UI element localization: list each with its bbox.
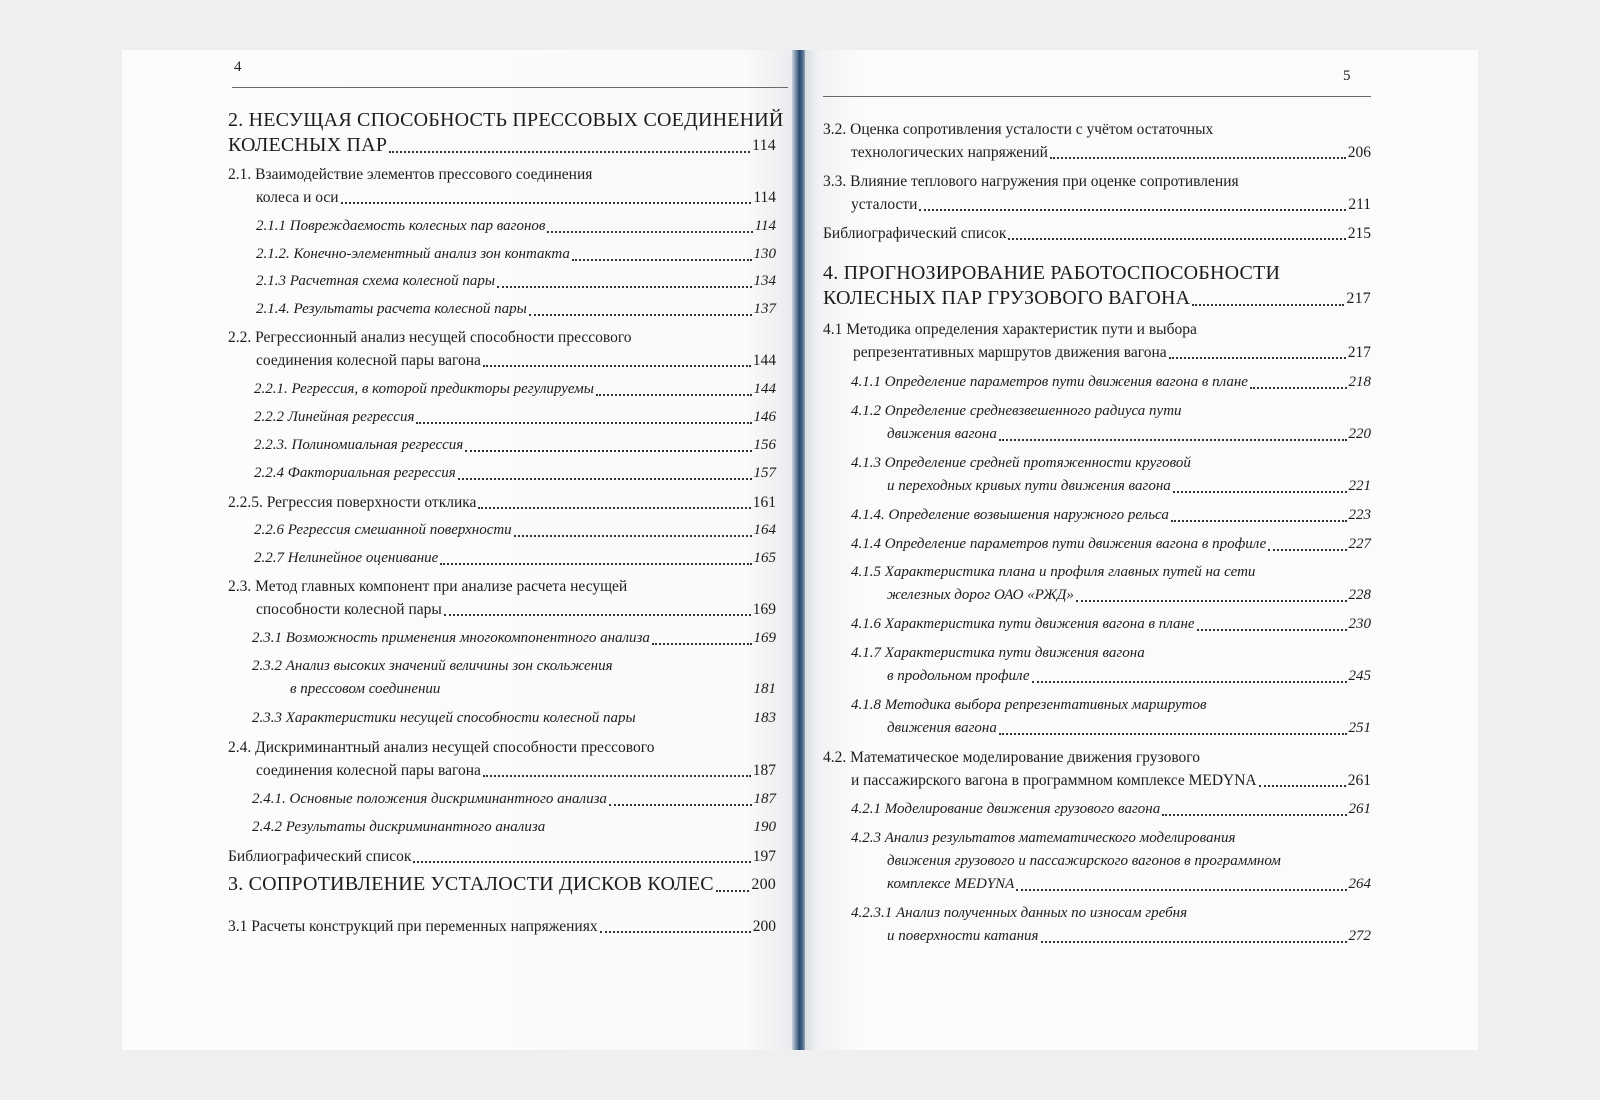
toc-entry-title-line: 2.2.1. Регрессия, в которой предикторы регулируемы xyxy=(254,381,594,397)
toc-entry xyxy=(823,452,1371,498)
toc-entry-title-line: 2.2.2 Линейная регрессия xyxy=(254,409,415,425)
toc-entry xyxy=(228,298,776,321)
header-rule-left xyxy=(232,87,788,88)
toc-entry xyxy=(823,902,1371,948)
toc-page-number: 164 xyxy=(753,522,776,538)
toc-entry-title-line: 2.4. Дискриминантный анализ несущей способности прессового xyxy=(228,739,655,756)
toc-entry xyxy=(823,371,1371,394)
toc-entry xyxy=(228,575,776,621)
toc-entry-title-line: КОЛЕСНЫХ ПАР xyxy=(228,134,388,156)
toc-entry xyxy=(228,243,776,266)
toc-entry-title-line: и переходных кривых пути движения вагона xyxy=(887,478,1171,494)
toc-page-number: 197 xyxy=(752,848,776,865)
toc-page-number: 181 xyxy=(753,681,776,697)
dot-leader xyxy=(413,861,750,863)
dot-leader xyxy=(341,202,752,204)
toc-entry xyxy=(228,872,776,897)
dot-leader xyxy=(572,259,752,261)
toc-page-number: 161 xyxy=(752,494,776,511)
toc-entry-title-line: соединения колесной пары вагона xyxy=(256,352,481,369)
toc-page-number: 261 xyxy=(1348,801,1371,817)
toc-entry-title-line: 2.1.1 Повреждаемость колесных пар вагонов xyxy=(256,218,546,234)
toc-entry-title-line: 2.2.6 Регрессия смешанной поверхности xyxy=(254,522,512,538)
toc-page-number: 230 xyxy=(1348,616,1371,632)
toc-entry-title-line: 4.1.4 Определение параметров пути движения вагона в профиле xyxy=(851,536,1267,552)
toc-entry-title-line: в прессовом соединении xyxy=(290,681,441,697)
toc-entry-title-line: усталости xyxy=(851,196,918,213)
toc-entry xyxy=(823,798,1371,821)
toc-page-number: 144 xyxy=(752,352,776,369)
toc-entry xyxy=(228,108,784,158)
toc-page-number: 217 xyxy=(1346,290,1371,307)
toc-entry-title-line: 4. ПРОГНОЗИРОВАНИЕ РАБОТОСПОСОБНОСТИ xyxy=(823,262,1281,284)
toc-page-number: 272 xyxy=(1348,928,1371,944)
toc-page-number: 114 xyxy=(754,218,776,234)
toc-page-number: 165 xyxy=(753,550,776,566)
toc-entry xyxy=(228,326,776,372)
dot-leader xyxy=(529,314,752,316)
toc-entry-title-line: 3. СОПРОТИВЛЕНИЕ УСТАЛОСТИ ДИСКОВ КОЛЕС xyxy=(228,873,714,895)
toc-entry xyxy=(823,533,1371,556)
toc-page-number: 146 xyxy=(753,409,776,425)
toc-entry xyxy=(228,547,776,570)
dot-leader xyxy=(1050,157,1346,159)
toc-page-number: 169 xyxy=(753,630,776,646)
toc-page-number: 215 xyxy=(1347,225,1371,242)
toc-page-number: 114 xyxy=(751,137,776,154)
toc-entry-title-line: комплексе MEDYNA xyxy=(887,876,1015,892)
toc-entry xyxy=(823,318,1371,364)
toc-page-number: 264 xyxy=(1348,876,1371,892)
toc-entry-title-line: 2.1. Взаимодействие элементов прессового соединения xyxy=(228,166,593,183)
toc-entry xyxy=(823,170,1371,216)
toc-entry-title-line: 4.1.4. Определение возвышения наружного рельса xyxy=(851,507,1169,523)
toc-entry xyxy=(228,788,776,811)
toc-entry-title-line: движения вагона xyxy=(887,426,997,442)
toc-entry-title-line: 2.4.2 Результаты дискриминантного анализа xyxy=(252,819,546,835)
toc-entry-title-line: 4.1.3 Определение средней протяженности круговой xyxy=(851,455,1191,471)
toc-page-number: 218 xyxy=(1348,374,1371,390)
toc-entry xyxy=(823,827,1371,896)
toc-page-number: 187 xyxy=(753,791,776,807)
toc-entry-title-line: 2.4.1. Основные положения дискриминантного анализа xyxy=(252,791,607,807)
dot-leader xyxy=(1192,304,1344,306)
toc-entry xyxy=(228,378,776,401)
toc-entry xyxy=(228,270,776,293)
toc-entry-title-line: 4.1.1 Определение параметров пути движения вагона в плане xyxy=(851,374,1248,390)
toc-entry xyxy=(228,406,776,429)
dot-leader xyxy=(389,151,750,153)
toc-entry xyxy=(228,845,776,868)
dot-leader xyxy=(999,439,1347,441)
toc-entry-title-line: соединения колесной пары вагона xyxy=(256,762,481,779)
toc-entry-title-line: способности колесной пары xyxy=(256,601,442,618)
toc-entry xyxy=(823,613,1371,636)
toc-page-number: 228 xyxy=(1348,587,1371,603)
toc-entry-title-line: колеса и оси xyxy=(256,189,339,206)
dot-leader xyxy=(600,931,751,933)
toc-left xyxy=(228,108,784,988)
toc-entry xyxy=(823,642,1371,688)
dot-leader xyxy=(497,286,751,288)
toc-page-number: 134 xyxy=(753,273,776,289)
toc-entry-title-line: 4.2.1 Моделирование движения грузового вагона xyxy=(851,801,1161,817)
toc-entry xyxy=(823,504,1371,527)
toc-entry-title-line: железных дорог ОАО «РЖД» xyxy=(887,587,1074,603)
toc-entry-title-line: 2.3.2 Анализ высоких значений величины зон скольжения xyxy=(252,658,613,674)
toc-entry xyxy=(228,163,776,209)
toc-page-number: 187 xyxy=(752,762,776,779)
toc-entry-title-line: 4.1.5 Характеристика плана и профиля главных путей на сети xyxy=(851,564,1256,580)
dot-leader xyxy=(1259,785,1346,787)
toc-page-number: 245 xyxy=(1348,668,1371,684)
toc-page-number: 220 xyxy=(1348,426,1371,442)
toc-entry-title-line: 4.2. Математическое моделирование движения грузового xyxy=(823,749,1201,766)
toc-page-number: 261 xyxy=(1347,772,1371,789)
toc-page-number: 114 xyxy=(753,189,776,206)
dot-leader xyxy=(1076,600,1347,602)
dot-leader xyxy=(547,231,752,233)
dot-leader xyxy=(514,535,752,537)
right-page xyxy=(805,50,1478,1050)
toc-page-number: 156 xyxy=(753,437,776,453)
toc-entry-title-line: 2.1.4. Результаты расчета колесной пары xyxy=(256,301,527,317)
toc-entry-title-line: 2.3. Метод главных компонент при анализе расчета несущей xyxy=(228,578,628,595)
toc-page-number: 183 xyxy=(753,710,776,726)
dot-leader xyxy=(1162,814,1346,816)
toc-entry xyxy=(228,434,776,457)
toc-page-number: 130 xyxy=(753,246,776,262)
toc-entry-title-line: движения грузового и пассажирского вагонов в программном xyxy=(887,853,1281,869)
dot-leader xyxy=(483,775,751,777)
toc-entry xyxy=(823,261,1371,311)
dot-leader xyxy=(465,450,751,452)
toc-page-number: 211 xyxy=(1348,196,1371,213)
toc-page-number: 206 xyxy=(1347,144,1371,161)
toc-right xyxy=(823,118,1371,998)
toc-entry-title-line: 2.1.2. Конечно-элементный анализ зон контакта xyxy=(256,246,570,262)
toc-entry xyxy=(228,215,776,238)
toc-entry-title-line: 3.2. Оценка сопротивления усталости с учётом остаточных xyxy=(823,121,1214,138)
toc-page-number: 157 xyxy=(753,465,776,481)
dot-leader xyxy=(483,365,751,367)
header-rule-right xyxy=(823,96,1371,97)
toc-entry-title-line: 4.2.3 Анализ результатов математического моделирования xyxy=(851,830,1236,846)
dot-leader xyxy=(1041,941,1347,943)
toc-entry-title-line: 2.1.3 Расчетная схема колесной пары xyxy=(256,273,496,289)
toc-entry-title-line: 4.2.3.1 Анализ полученных данных по износам гребня xyxy=(851,905,1188,921)
toc-entry-title-line: 3.1 Расчеты конструкций при переменных напряжениях xyxy=(228,918,598,935)
toc-entry-title-line: 2.2. Регрессионный анализ несущей способности прессового xyxy=(228,329,632,346)
toc-entry xyxy=(823,400,1371,446)
dot-leader xyxy=(999,733,1347,735)
toc-entry-title-line: Библиографический список xyxy=(823,225,1007,242)
toc-page-number: 190 xyxy=(753,819,776,835)
dot-leader xyxy=(458,478,752,480)
toc-entry-title-line: 2.3.3 Характеристики несущей способности колесной пары xyxy=(252,710,636,726)
toc-entry xyxy=(823,694,1371,740)
toc-entry-title-line: и пассажирского вагона в программном комплексе MEDYNA xyxy=(851,772,1257,789)
dot-leader xyxy=(652,643,752,645)
page-number-right: 5 xyxy=(1343,68,1351,84)
dot-leader xyxy=(716,890,750,892)
toc-entry-title-line: 4.1.6 Характеристика пути движения вагона в плане xyxy=(851,616,1195,632)
toc-entry xyxy=(228,736,776,782)
book-gutter xyxy=(792,50,806,1050)
dot-leader xyxy=(1250,387,1347,389)
left-page xyxy=(122,50,800,1050)
toc-entry xyxy=(823,118,1371,164)
toc-page-number: 221 xyxy=(1348,478,1371,494)
toc-entry-title-line: 2.2.7 Нелинейное оценивание xyxy=(254,550,439,566)
toc-entry-title-line: технологических напряжений xyxy=(851,144,1048,161)
toc-entry-title-line: 2. НЕСУЩАЯ СПОСОБНОСТЬ ПРЕССОВЫХ СОЕДИНЕНИЙ xyxy=(228,109,784,131)
dot-leader xyxy=(1032,681,1347,683)
toc-entry-title-line: и поверхности катания xyxy=(887,928,1039,944)
dot-leader xyxy=(596,394,752,396)
toc-entry-title-line: 4.1.2 Определение средневзвешенного радиуса пути xyxy=(851,403,1182,419)
dot-leader xyxy=(919,209,1346,211)
toc-entry-title-line: 2.2.4 Факториальная регрессия xyxy=(254,465,456,481)
toc-page-number: 227 xyxy=(1348,536,1371,552)
dot-leader xyxy=(478,507,750,509)
toc-page-number: 200 xyxy=(751,876,776,893)
toc-entry-title-line: 3.3. Влияние теплового нагружения при оценке сопротивления xyxy=(823,173,1239,190)
toc-entry xyxy=(228,627,776,650)
dot-leader xyxy=(444,614,751,616)
dot-leader xyxy=(1169,357,1346,359)
toc-entry xyxy=(823,222,1371,245)
dot-leader xyxy=(416,422,751,424)
toc-entry-title-line: 2.2.5. Регрессия поверхности отклика xyxy=(228,494,477,511)
toc-entry xyxy=(228,519,776,542)
dot-leader xyxy=(609,804,752,806)
toc-entry-title-line: 2.3.1 Возможность применения многокомпонентного анализа xyxy=(252,630,650,646)
toc-page-number: 217 xyxy=(1347,344,1371,361)
toc-entry xyxy=(228,707,776,730)
toc-entry xyxy=(823,561,1371,607)
toc-entry-title-line: 2.2.3. Полиномиальная регрессия xyxy=(254,437,464,453)
toc-entry-title-line: 4.1.7 Характеристика пути движения вагона xyxy=(851,645,1145,661)
dot-leader xyxy=(1171,520,1347,522)
toc-entry-title-line: 4.1.8 Методика выбора репрезентативных маршрутов xyxy=(851,697,1207,713)
toc-entry-title-line: движения вагона xyxy=(887,720,997,736)
toc-entry-title-line: в продольном профиле xyxy=(887,668,1030,684)
toc-page-number: 223 xyxy=(1348,507,1371,523)
toc-entry xyxy=(228,462,776,485)
toc-entry xyxy=(228,816,776,839)
toc-page-number: 251 xyxy=(1348,720,1371,736)
toc-entry xyxy=(228,915,776,938)
book-spread xyxy=(122,50,1478,1050)
toc-page-number: 200 xyxy=(752,918,776,935)
dot-leader xyxy=(1197,629,1347,631)
toc-page-number: 169 xyxy=(752,601,776,618)
toc-entry xyxy=(228,491,776,514)
toc-entry-title-line: Библиографический список xyxy=(228,848,412,865)
toc-entry-title-line: КОЛЕСНЫХ ПАР ГРУЗОВОГО ВАГОНА xyxy=(823,287,1191,309)
toc-entry xyxy=(823,746,1371,792)
toc-entry-title-line: репрезентативных маршрутов движения вагона xyxy=(853,344,1167,361)
page-number-left: 4 xyxy=(234,59,242,75)
toc-page-number: 137 xyxy=(753,301,776,317)
toc-entry-title-line: 4.1 Методика определения характеристик пути и выбора xyxy=(823,321,1197,338)
dot-leader xyxy=(1008,238,1345,240)
dot-leader xyxy=(440,563,751,565)
dot-leader xyxy=(1268,549,1346,551)
dot-leader xyxy=(1016,889,1346,891)
toc-entry xyxy=(228,655,776,701)
dot-leader xyxy=(1173,491,1347,493)
toc-page-number: 144 xyxy=(753,381,776,397)
